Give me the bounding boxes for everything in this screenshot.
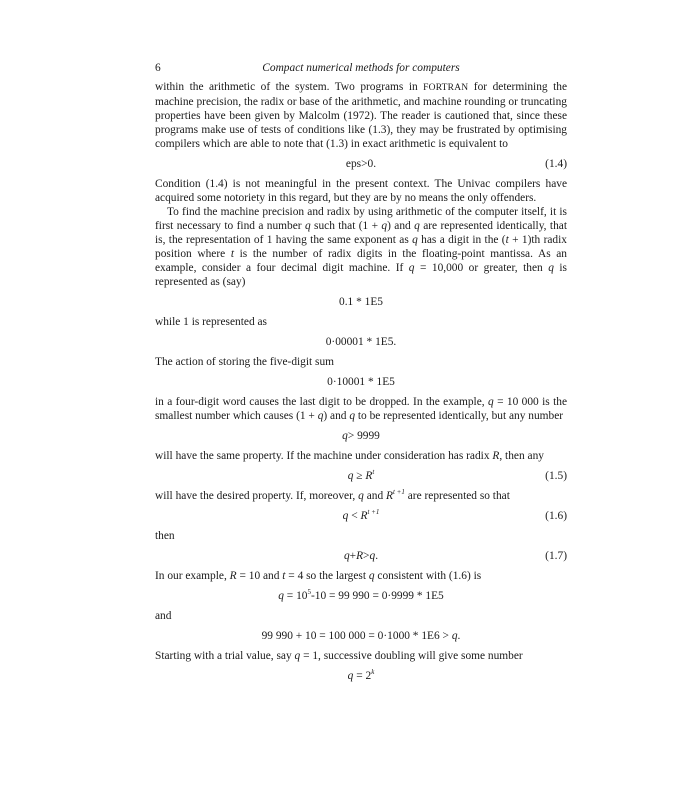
paragraph-1: within the arithmetic of the system. Two programs in FORTRAN for determining the machine precision, the radix or base of the arithmetic, and machine rounding or truncating properties have been given by Malcolm (1972). The reader is cautioned that, since these programs make use of tests of conditions like (1.3), they may be frustrated by optimising compilers which are able to note that (1.3) in exact arithmetic is equivalent to xyxy=(155,81,567,150)
text-while-one: while 1 is represented as xyxy=(155,316,267,328)
equation-representation-q: 0.1 * 1E5 xyxy=(339,296,383,308)
text-action: The action of storing the five-digit sum xyxy=(155,356,335,368)
fortran-smallcaps: FORTRAN xyxy=(423,83,469,93)
paragraph-7: In our example, R = 10 and t = 4 so the largest q consistent with (1.6) is xyxy=(155,570,482,582)
paragraph-5: will have the same property. If the machine under consideration has radix R, then any xyxy=(155,450,544,462)
running-title: Compact numerical methods for computers xyxy=(262,62,460,74)
equation-largest-q: $q = 10^5-10 = 99$ 990 = 0·9999 * 1E5 xyxy=(278,588,444,602)
paragraph-2: Condition (1.4) is not meaningful in the present context. The Univac compilers have acquired some notoriety in this regard, but they are by no means the only offenders. xyxy=(155,178,567,204)
paragraph-3: To find the machine precision and radix by using arithmetic of the computer itself, it is first necessary to find a number q such that (1 + q) and q are represented identically, that is, the representation of 1 having the same exponent as q has a digit in the (t + 1)th radix position where t is the number of radix digits in the floating-point mantissa. As an example, consider a four decimal digit machine. If q = 10,000 or greater, then q is represented as (say) xyxy=(155,206,568,288)
equation-five-digit-sum: 0·10001 * 1E5 xyxy=(327,376,395,388)
equation-1-4: eps>0. (1.4) xyxy=(345,158,567,170)
equation-number: (1.4) xyxy=(545,158,567,170)
equation-sum-overflow: 99 990 + 10 = 100 000 = 0·1000 * 1E6 > q. xyxy=(261,630,461,642)
text-then: then xyxy=(155,530,175,542)
equation-number: (1.7) xyxy=(545,550,567,562)
equation-1-7: q+R>q. (1.7) xyxy=(343,550,567,562)
equation-number: (1.6) xyxy=(545,510,567,522)
running-header xyxy=(155,62,567,78)
equation-1-5: $q \ge R^t$ (1.5) xyxy=(347,468,567,482)
page xyxy=(155,62,567,689)
page-number: 6 xyxy=(155,62,161,74)
paragraph-8: Starting with a trial value, say q = 1, successive doubling will give some number xyxy=(155,650,523,662)
equation-representation-one: 0·00001 * 1E5. xyxy=(325,336,397,348)
equation-q-greater-9999: q> 9999 xyxy=(342,430,380,442)
text-and: and xyxy=(155,610,172,622)
equation-q-power-of-two: $q = 2^k$ xyxy=(347,668,375,682)
paragraph-6: will have the desired property. If, moreover, q and $R^{t +1}$ are represented so that xyxy=(155,488,510,502)
equation-1-6: $q < R^{t +1}$ (1.6) xyxy=(342,508,567,522)
equation-number: (1.5) xyxy=(545,470,567,482)
paragraph-4: in a four-digit word causes the last digit to be dropped. In the example, q = 10 000 is the smallest number which causes (1 + q) and q to be represented identically, but any number xyxy=(155,396,567,422)
